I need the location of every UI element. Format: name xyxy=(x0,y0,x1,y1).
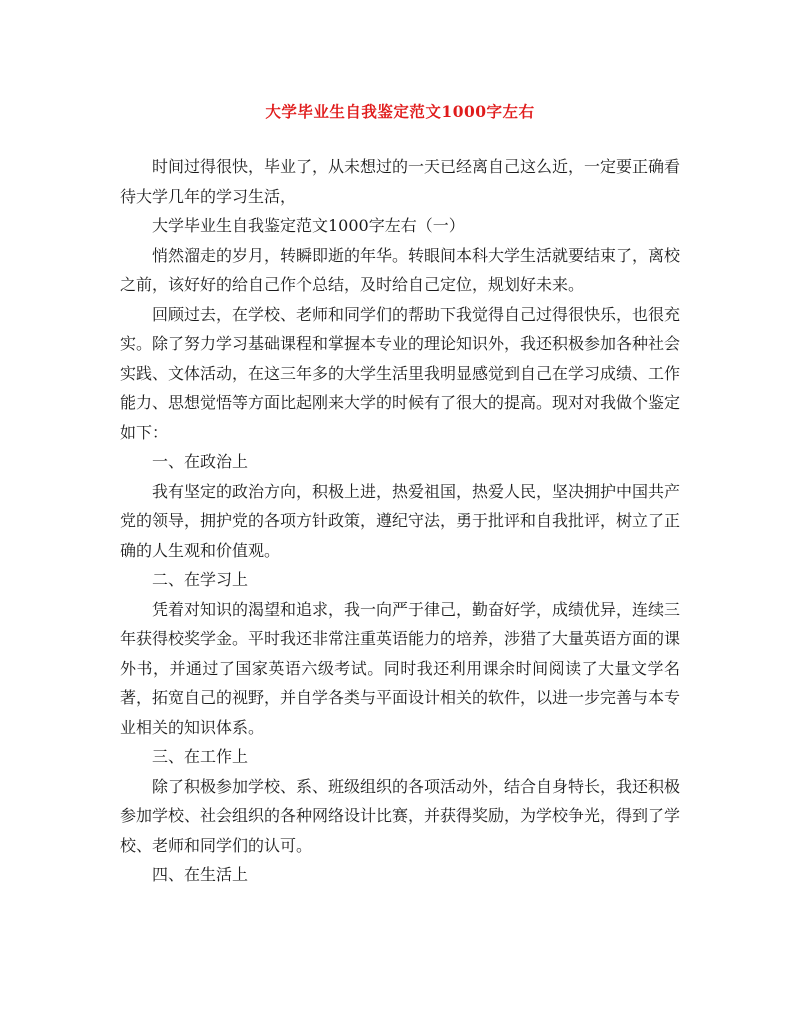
document-title: 大学毕业生自我鉴定范文1000字左右 xyxy=(265,102,535,121)
paragraph-review: 回顾过去，在学校、老师和同学们的帮助下我觉得自己过得很快乐，也很充实。除了努力学习基础课程和掌握本专业的理论知识外，我还积极参加各种社会实践、文体活动，在这三年多的大学生活里我明显感觉到自己在学习成绩、工作能力、思想觉悟等方面比起刚来大学的时候有了很大的提高。现对对我做个鉴定如下： xyxy=(120,304,681,442)
paragraph-study: 凭着对知识的渴望和追求，我一向严于律己，勤奋好学，成绩优异，连续三年获得校奖学金。平时我还非常注重英语能力的培养，涉猎了大量英语方面的课外书，并通过了国家英语六级考试。同时我还利用课余时间阅读了大量文学名著，拓宽自己的视野，并自学各类与平面设计相关的软件，以进一步完善与本专业相关的知识体系。 xyxy=(120,599,681,737)
paragraph-politics: 我有坚定的政治方向，积极上进，热爱祖国，热爱人民，坚决拥护中国共产党的领导，拥护党的各项方针政策，遵纪守法，勇于批评和自我批评，树立了正确的人生观和价值观。 xyxy=(120,481,681,560)
document-body xyxy=(120,152,680,890)
heading-work: 三、在工作上 xyxy=(152,747,249,766)
paragraph-work: 除了积极参加学校、系、班级组织的各项活动外，结合自身特长，我还积极参加学校、社会组织的各种网络设计比赛，并获得奖励，为学校争光，得到了学校、老师和同学们的认可。 xyxy=(120,776,681,855)
heading-study: 二、在学习上 xyxy=(152,570,249,589)
paragraph-intro: 时间过得很快，毕业了，从未想过的一天已经离自己这么近，一定要正确看待大学几年的学习生活， xyxy=(120,157,681,206)
heading-life: 四、在生活上 xyxy=(152,865,249,884)
heading-politics: 一、在政治上 xyxy=(152,452,249,471)
paragraph-opening: 悄然溜走的岁月，转瞬即逝的年华。转眼间本科大学生活就要结束了，离校之前，该好好的给自己作个总结，及时给自己定位，规划好未来。 xyxy=(120,245,681,294)
section-subtitle: 大学毕业生自我鉴定范文1000字左右（一） xyxy=(152,216,465,235)
